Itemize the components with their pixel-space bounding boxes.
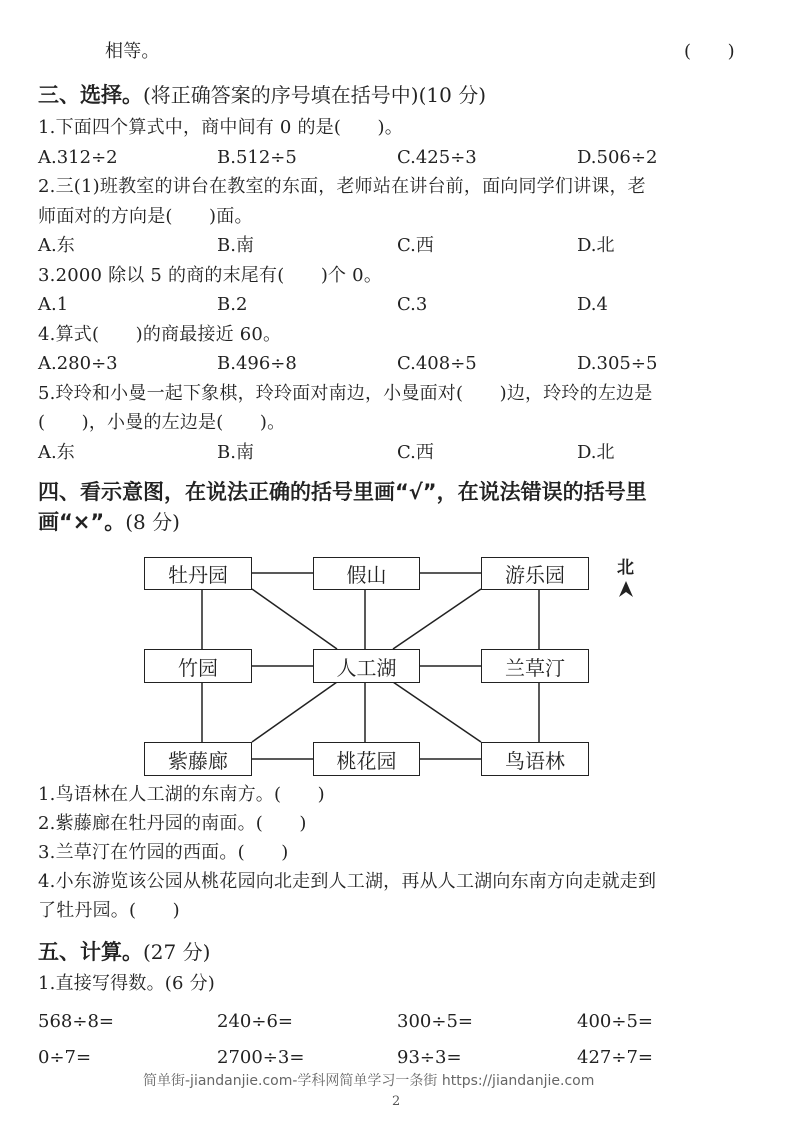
map-place-box: 鸟语林: [481, 742, 589, 776]
continued-line: 相等。: [105, 41, 160, 62]
answer-option: B.512÷5: [217, 146, 297, 168]
answer-option: A.东: [38, 235, 75, 256]
answer-option: D.北: [577, 235, 615, 256]
map-place-box: 竹园: [144, 649, 252, 683]
statement-text: 4.小东游览该公园从桃花园向北走到人工湖，再从人工湖向东南方向走就走到: [38, 871, 657, 892]
question-text: 4.算式( )的商最接近 60。: [38, 323, 282, 345]
map-line: [393, 589, 481, 649]
answer-option: D.4: [577, 294, 608, 315]
map-place-box: 人工湖: [313, 649, 420, 683]
map-place-box: 假山: [313, 557, 420, 590]
answer-option: B.南: [217, 441, 254, 463]
statement-text: 3.兰草汀在竹园的西面。( ): [38, 842, 289, 863]
question-text: 1.下面四个算式中，商中间有 0 的是( )。: [38, 117, 403, 138]
question-text: ( )，小曼的左边是( )。: [38, 412, 286, 433]
page-number: 2: [392, 1094, 401, 1109]
north-label: 北: [617, 558, 635, 578]
section4-title: 四、看示意图，在说法正确的括号里画“√”，在说法错误的括号里: [38, 480, 647, 504]
answer-option: C.3: [397, 294, 428, 315]
answer-option: C.425÷3: [397, 146, 477, 168]
answer-bracket: ( ): [684, 41, 735, 62]
answer-option: D.305÷5: [577, 353, 658, 374]
section5-heading: [38, 939, 210, 965]
answer-option: A.280÷3: [38, 353, 118, 374]
calc-problem: 427÷7=: [577, 1047, 653, 1068]
calc-problem: 240÷6=: [217, 1011, 293, 1032]
map-place-box: 游乐园: [481, 557, 589, 590]
statement-text: 了牡丹园。( ): [38, 900, 180, 921]
answer-option: B.南: [217, 235, 254, 256]
calc-problem: 568÷8=: [38, 1011, 114, 1032]
question-text: 3.2000 除以 5 的商的末尾有( )个 0。: [38, 264, 383, 286]
calc-problem: 2700÷3=: [217, 1047, 305, 1068]
section5-note: (27 分): [143, 940, 211, 964]
answer-option: D.北: [577, 441, 615, 463]
question-text: 5.玲玲和小曼一起下象棋，玲玲面对南边，小曼面对( )边，玲玲的左边是: [38, 382, 653, 404]
answer-option: B.2: [217, 294, 248, 315]
answer-option: A.1: [38, 294, 69, 315]
map-line: [393, 682, 481, 742]
map-line: [252, 589, 337, 649]
answer-option: B.496÷8: [217, 353, 297, 374]
calc-problem: 0÷7=: [38, 1047, 92, 1068]
map-line: [252, 682, 337, 742]
map-place-box: 兰草汀: [481, 649, 589, 683]
section3-title: 三、选择。: [38, 83, 143, 107]
map-place-box: 牡丹园: [144, 557, 252, 590]
question-text: 2.三(1)班教室的讲台在教室的东面，老师站在讲台前，面向同学们讲课，老: [38, 176, 646, 197]
watermark: 简单街-jiandanjie.com-学科网简单学习一条街 https://jiandanjie.com: [143, 1073, 595, 1089]
calc-problem: 93÷3=: [397, 1047, 462, 1068]
map-place-box: 紫藤廊: [144, 742, 252, 776]
statement-text: 1.鸟语林在人工湖的东南方。( ): [38, 784, 325, 805]
north-arrow-icon: [619, 581, 633, 597]
answer-option: D.506÷2: [577, 146, 658, 168]
section5-title: 五、计算。: [38, 940, 143, 964]
answer-option: C.408÷5: [397, 353, 477, 374]
answer-option: A.312÷2: [38, 146, 118, 168]
map-place-box: 桃花园: [313, 742, 420, 776]
question-text: 师面对的方向是( )面。: [38, 205, 253, 227]
section4-title-2: 画“×”。: [38, 510, 126, 534]
answer-option: A.东: [38, 441, 75, 463]
statement-text: 2.紫藤廊在牡丹园的南面。( ): [38, 813, 307, 834]
section4-note: (8 分): [125, 510, 180, 534]
answer-option: C.西: [397, 441, 434, 463]
answer-option: C.西: [397, 235, 434, 256]
section3-note: (将正确答案的序号填在括号中)(10 分): [143, 83, 487, 107]
calc-problem: 300÷5=: [397, 1011, 473, 1032]
section5-sub1: 1.直接写得数。(6 分): [38, 973, 215, 994]
calc-problem: 400÷5=: [577, 1011, 653, 1032]
